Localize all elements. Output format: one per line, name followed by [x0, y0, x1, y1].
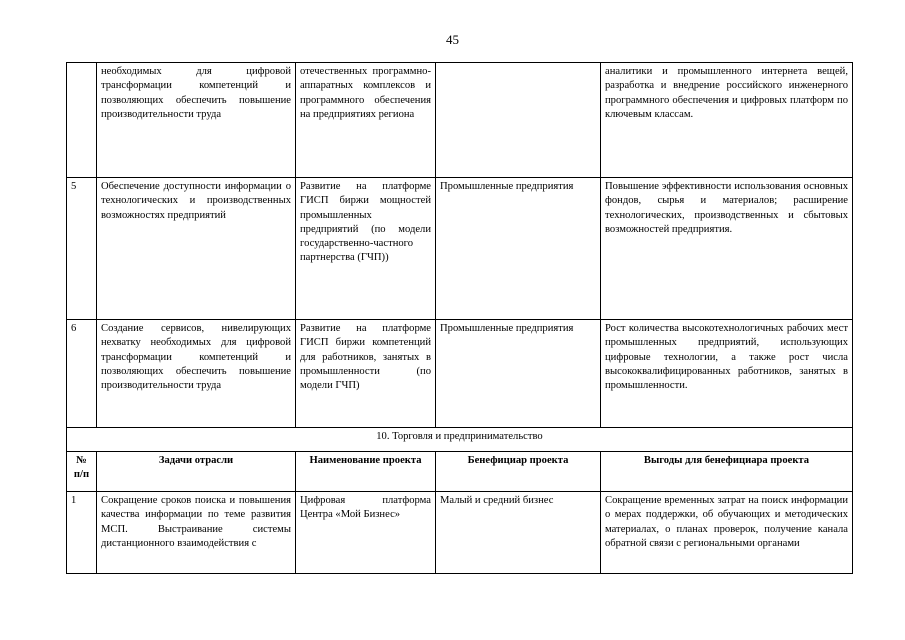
- header-project: Наименование проекта: [296, 452, 436, 492]
- table-row: [67, 320, 853, 428]
- beneficiary-cell: Промышленные предприятия: [436, 320, 601, 428]
- task-cell: Обеспечение доступности информации о технологических и производственных возможностях предприятий: [97, 178, 296, 320]
- project-cell: отечественных программно-аппаратных комплексов и программного обеспечения на предприятиях региона: [296, 63, 436, 178]
- header-num: № п/п: [67, 452, 97, 492]
- project-cell: Цифровая платформа Центра «Мой Бизнес»: [296, 492, 436, 574]
- row-number: [67, 63, 97, 178]
- beneficiary-cell: [436, 63, 601, 178]
- header-benefits: Выгоды для бенефициара проекта: [601, 452, 853, 492]
- benefits-cell: Сокращение временных затрат на поиск информации о мерах поддержки, об обучающих и методических материалах, о планах проверок, получение канала обратной связи с региональными органами: [601, 492, 853, 574]
- header-row: [67, 452, 853, 492]
- project-cell: Развитие на платформе ГИСП биржи компетенций для работников, занятых в промышленности (по модели ГЧП): [296, 320, 436, 428]
- benefits-cell: Повышение эффективности использования основных фондов, сырья и материалов; расширение технологических, производственных и сбытовых возможностей предприятия.: [601, 178, 853, 320]
- benefits-cell: аналитики и промышленного интернета вещей, разработка и внедрение российского инженерного программного обеспечения и цифровых платформ по ключевым классам.: [601, 63, 853, 178]
- beneficiary-cell: Малый и средний бизнес: [436, 492, 601, 574]
- page-number: 45: [446, 32, 459, 47]
- task-cell: Сокращение сроков поиска и повышения качества информации по теме развития МСП. Выстраивание системы дистанционного взаимодействия с: [97, 492, 296, 574]
- task-cell: Создание сервисов, нивелирующих нехватку необходимых для цифровой трансформации компетенций и позволяющих обеспечить повышение производительности труда: [97, 320, 296, 428]
- table-row: [67, 63, 853, 178]
- project-cell: Развитие на платформе ГИСП биржи мощностей промышленных предприятий (по модели государственно-частного партнерства (ГЧП)): [296, 178, 436, 320]
- row-number: 5: [67, 178, 97, 320]
- header-task: Задачи отрасли: [97, 452, 296, 492]
- benefits-cell: Рост количества высокотехнологичных рабочих мест промышленных предприятий, использующих цифровые технологии, а также рост числа высококвалифицированных работников, занятых в промышленности.: [601, 320, 853, 428]
- projects-table: [66, 62, 853, 574]
- task-cell: необходимых для цифровой трансформации компетенций и позволяющих обеспечить повышение производительности труда: [97, 63, 296, 178]
- row-number: 1: [67, 492, 97, 574]
- section-title: 10. Торговля и предпринимательство: [67, 428, 853, 452]
- row-number: 6: [67, 320, 97, 428]
- section-row: [67, 428, 853, 452]
- beneficiary-cell: Промышленные предприятия: [436, 178, 601, 320]
- header-beneficiary: Бенефициар проекта: [436, 452, 601, 492]
- table-row: [67, 492, 853, 574]
- table-row: [67, 178, 853, 320]
